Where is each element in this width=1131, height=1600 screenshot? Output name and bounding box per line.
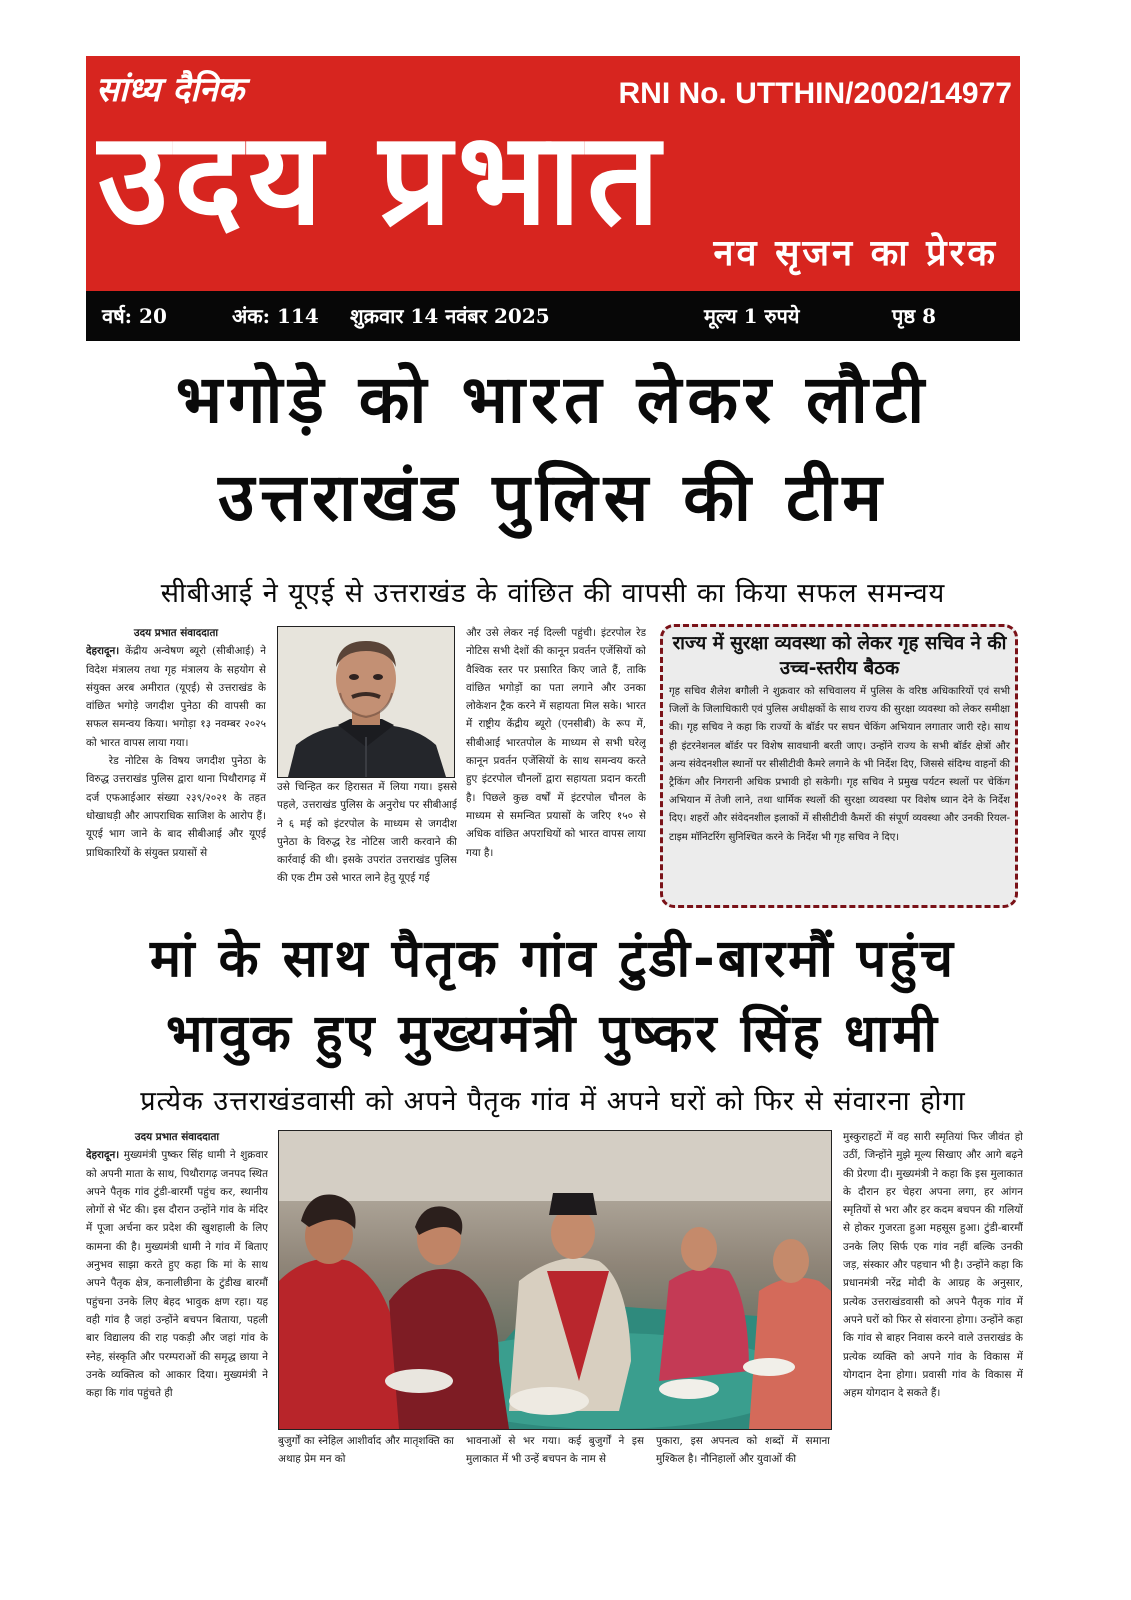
story1-paragraph-1: केंद्रीय अन्वेषण ब्यूरो (सीबीआई) ने विदेश मंत्रालय तथा गृह मंत्रालय के सहयोग से संयुक्त अरब अमीरात (यूएई) से उत्तराखंड के वांछित भगोड़े जगदीश पुनेठा की वापसी का सफल समन्वय किया। भगोड़ा १३ नवम्बर २०२५ को भारत वापस लाया गया। [86,645,266,749]
masthead-kicker: सांध्य दैनिक [96,70,244,110]
rni-number: RNI No. UTTHIN/2002/14977 [618,77,1012,110]
boxed-story-title: राज्य में सुरक्षा व्यवस्था को लेकर गृह सचिव ने की उच्च-स्तरीय बैठक [672,633,1007,679]
masthead [86,56,1020,291]
page-number: पृष्ठ 8 [892,304,937,328]
portrait-image [278,627,454,777]
story1-column-2: उसे चिन्हित कर हिरासत में लिया गया। इससे पहले, उत्तराखंड पुलिस के अनुरोध पर सीबीआई ने ६ मई को इंटरपोल के माध्यम से जगदीश पुनेठा के विरुद्ध रेड नोटिस जारी करवाने की कार्रवाई की थी। इसके उपरांत उत्तराखंड पुलिस की एक टीम उसे भारत लाने हेतु यूएई गई [277,781,457,885]
story1-paragraph-2: रेड नोटिस के विषय जगदीश पुनेठा के विरुद्ध उत्तराखंड पुलिस द्वारा थाना पिथौरागढ़ में दर्ज एफआईआर संख्या २३९/२०२१ के तहत धोखाधड़ी और आपराधिक साजिश के आरोप हैं। यूएई भाग जाने के बाद सीबीआई और यूएई प्राधिकारियों के संयुक्त प्रयासों से [86,755,266,859]
story2-headline-line2: भावुक हुए मुख्यमंत्री पुष्कर सिंह धामी [165,1004,940,1064]
newspaper-tagline: नव सृजन का प्रेरक [713,233,998,274]
story2-column-2: बुजुर्गों का स्नेहिल आशीर्वाद और मातृशक्ति का अथाह प्रेम मन को [278,1435,454,1466]
story2-byline: उदय प्रभात संवाददाता [134,1131,220,1143]
issue-date: शुक्रवार 14 नवंबर 2025 [350,304,550,328]
story2-subheadline: प्रत्येक उत्तराखंडवासी को अपने पैतृक गांव में अपने घरों को फिर से संवारना होगा [140,1086,966,1117]
story1-headline-line1: भगोड़े को भारत लेकर लौटी [175,361,931,438]
story2-paragraph-1: मुख्यमंत्री पुष्कर सिंह धामी ने शुक्रवार को अपनी माता के साथ, पिथौरागढ़ जनपद स्थित अपने पैतृक गांव टुंडी-बारमौं पहुंच कर, स्थानीय लोगों से भेंट की। इस दौरान उन्होंने गांव के मंदिर में पूजा अर्चना कर प्रदेश की खुशहाली के लिए कामना की है। मुख्यमंत्री धामी ने गांव में बिताए अनुभव साझा करते हुए कहा कि मां के साथ अपने पैतृक क्षेत्र, कनालीछीना के टुंडीख बारमौं पहुंचना उनके लिए बेहद भावुक क्षण रहा। यह वही गांव है जहां उन्होंने बचपन बिताया, पहली बार विद्यालय की राह पकड़ी और जहां गांव के स्नेह, संस्कृति और परम्पराओं की समृद्ध छाया ने उनके व्यक्तित्व को आकार दिया। मुख्यमंत्री ने कहा कि गांव पहुंचते ही [86,1149,268,1400]
story2-column-3: भावनाओं से भर गया। कई बुजुर्गों ने इस मुलाकात में भी उन्हें बचपन के नाम से [466,1435,644,1466]
story2-column-1 [86,1128,268,1470]
story1-subheadline: सीबीआई ने यूएई से उत्तराखंड के वांछित की वापसी का किया सफल समन्वय [160,578,946,609]
story1-portrait-photo [277,626,455,778]
boxed-story-body: गृह सचिव शैलेश बगौली ने शुक्रवार को सचिवालय में पुलिस के वरिष्ठ अधिकारियों एवं सभी जिलों के जिलाधिकारी एवं पुलिस अधीक्षकों के साथ राज्य की सुरक्षा व्यवस्था को लेकर समीक्षा की। गृह सचिव ने कहा कि राज्यों के बॉर्डर पर सघन चेकिंग अभियान लगातार जारी रहे। साथ ही इंटरनेशनल बॉर्डर पर विशेष सावधानी बरती जाए। उन्होंने राज्य के सभी बॉर्डर क्षेत्रों और अन्य संवेदनशील स्थानों पर सीसीटीवी कैमरे लगाने के भी निर्देश दिए, जिससे संदिग्ध वाहनों की ट्रैकिंग और निगरानी अधिक प्रभावी हो सकेगी। गृह सचिव ने प्रमुख पर्यटन स्थलों पर चेकिंग अभियान में तेजी लाने, तथा धार्मिक स्थलों की सुरक्षा व्यवस्था पर विशेष ध्यान देने के निर्देश दिए। शहरों और संवेदनशील इलाकों में सीसीटीवी कैमरों की संपूर्ण व्यवस्था और उनकी रियल-टाइम मॉनिटरिंग सुनिश्चित करने के निर्देश भी गृह सचिव ने दिए। [669,686,1010,843]
story2-dateline: देहरादून। [86,1149,120,1162]
story1-dateline: देहरादून। [86,645,120,658]
story1-byline: उदय प्रभात संवाददाता [133,627,219,639]
issue-number: अंक: 114 [232,304,319,328]
issue-info-bar [86,291,1020,341]
issue-price: मूल्य 1 रुपये [704,304,800,328]
story2-village-photo [278,1130,832,1430]
boxed-story [660,624,1018,908]
story1-column-3: और उसे लेकर नई दिल्ली पहुंची। इंटरपोल रेड नोटिस सभी देशों की कानून प्रवर्तन एजेंसियों को वैश्विक स्तर पर प्रसारित किए जाते हैं, ताकि वांछित भगोड़ों का पता लगाने और उनका लोकेशन ट्रैक करने में सहायता मिल सके। भारत में राष्ट्रीय केंद्रीय ब्यूरो (एनसीबी) के रूप में, सीबीआई भारतपोल के माध्यम से सभी घरेलू कानून प्रवर्तन एजेंसियों के साथ समन्वय करते हुए इंटरपोल चौनलों द्वारा सहायता प्रदान करती है। पिछले कुछ वर्षों में इंटरपोल चौनल के माध्यम से समन्वित प्रयासों के जरिए १५० से अधिक वांछित अपराधियों को भारत वापस लाया गया है। [466,627,646,859]
story2-column-5: मुस्कुराहटों में वह सारी स्मृतियां फिर जीवंत हो उठीं, जिन्होंने मुझे मूल्य सिखाए और आगे बढ़ने की प्रेरणा दी। मुख्यमंत्री ने कहा कि इस मुलाकात के दौरान हर चेहरा अपना लगा, हर आंगन स्मृतियों से भरा और हर कदम बचपन की गलियों से होकर गुजरता हुआ महसूस हुआ। टुंडी-बारमौं उनके लिए सिर्फ एक गांव नहीं बल्कि उनकी जड़, संस्कार और पहचान भी है। उन्होंने कहा कि प्रधानमंत्री नरेंद्र मोदी के आग्रह के अनुसार, प्रत्येक उत्तराखंडवासी को अपने पैतृक गांव में अपने घरों को फिर से संवारना होगा। उन्होंने कहा कि गांव से बाहर निवास करने वाले उत्तराखंड के प्रत्येक व्यक्ति को अपने गांव के विकास में योगदान देना होगा। प्रवासी गांव के विकास में अहम योगदान दे सकते हैं। [843,1131,1023,1400]
newspaper-name: उदय प्रभात [98,105,666,254]
story2-column-4: पुकारा, इस अपनत्व को शब्दों में समाना मुश्किल है। नौनिहालों और युवाओं की [656,1435,830,1466]
story2-headline-line1: मां के साथ पैतृक गांव टुंडी-बारमौं पहुंच [150,929,956,989]
story1-headline-line2: उत्तराखंड पुलिस की टीम [218,459,888,536]
story1-column-1 [86,624,266,908]
issue-year: वर्ष: 20 [102,304,167,328]
chief-minister-meal-image [279,1131,831,1429]
